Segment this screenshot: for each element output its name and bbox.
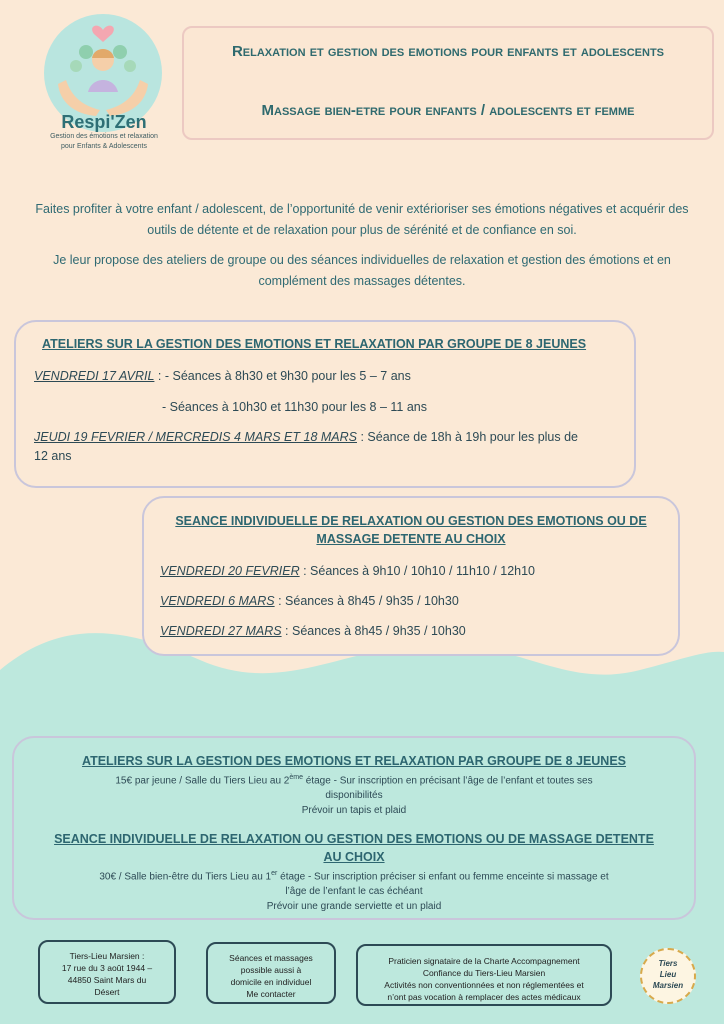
session-text: : Séances à 8h45 / 9h35 / 10h30	[281, 624, 466, 638]
info-line-a: 15€ par jeune / Salle du Tiers Lieu au 2	[115, 775, 290, 787]
stamp-word: Tiers	[658, 959, 678, 968]
address-line: 17 rue du 3 août 1944 –	[61, 963, 153, 973]
info-box	[12, 736, 696, 920]
ateliers-row-2	[34, 430, 578, 444]
title-box	[182, 26, 714, 140]
seance-row	[160, 564, 535, 578]
session-text: : Séances à 8h45 / 9h35 / 10h30	[274, 594, 459, 608]
info-text-1	[34, 770, 674, 818]
seance-heading-line-2: MASSAGE DETENTE AU CHOIX	[316, 532, 506, 546]
info-text-2	[34, 866, 674, 914]
tiers-lieu-logo	[640, 948, 696, 1004]
info-line-a: 30€ / Salle bien-être du Tiers Lieu au 1	[99, 871, 272, 883]
info-heading-2-line-1: SEANCE INDIVIDUELLE DE RELAXATION OU GESTION DES EMOTIONS OU DE MASSAGE DETENTE	[54, 832, 654, 846]
info-heading-1: ATELIERS SUR LA GESTION DES EMOTIONS ET RELAXATION PAR GROUPE DE 8 JEUNES	[81, 754, 627, 768]
info-line-b: étage - Sur inscription en précisant l’âge de l’enfant et toutes ses	[303, 775, 593, 787]
home-line: Séances et massages	[229, 953, 313, 963]
intro-paragraph-2: Je leur propose des ateliers de groupe ou des séances individuelles de relaxation et gestion des émotions et en complément des massages détentes.	[53, 253, 671, 288]
info-line-c: disponibilités	[325, 790, 383, 802]
logo	[34, 14, 174, 164]
page-title: Relaxation et gestion des emotions pour enfants et adolescents	[231, 43, 665, 60]
home-session-box	[206, 942, 336, 1004]
address-line: 44850 Saint Mars du	[67, 975, 147, 985]
ateliers-row-1b: - Séances à 10h30 et 11h30 pour les 8 – 11 ans	[162, 400, 428, 414]
info-line	[34, 866, 674, 884]
info-sup: ème	[289, 774, 303, 781]
date-label: VENDREDI 6 MARS	[160, 594, 275, 608]
session-text: : Séance de 18h à 19h pour les plus de	[357, 430, 578, 444]
address-line: Désert	[94, 987, 120, 997]
seance-heading-line-1: SEANCE INDIVIDUELLE DE RELAXATION OU GESTION DES EMOTIONS OU DE	[175, 514, 647, 528]
address-line: Tiers-Lieu Marsien :	[69, 951, 145, 961]
ateliers-box	[14, 320, 636, 488]
ateliers-row-2b: 12 ans	[34, 449, 72, 463]
stamp-word: Marsien	[652, 981, 684, 990]
info-heading-2	[24, 830, 684, 866]
charter-line: Confiance du Tiers-Lieu Marsien	[422, 968, 546, 978]
stamp-word: Lieu	[659, 970, 677, 979]
date-label: VENDREDI 17 AVRIL	[34, 369, 155, 383]
logo-subtitle: Gestion des émotions et relaxation	[50, 133, 158, 140]
info-line-c: l’âge de l’enfant le cas échéant	[285, 886, 423, 898]
seance-row	[160, 594, 459, 608]
home-line: Me contacter	[246, 989, 296, 999]
intro-paragraph-1: Faites profiter à votre enfant / adolescent, de l’opportunité de venir extérioriser ses émotions négatives et acquérir des outils de détente et de relaxation pour plus de sérénité et de confiance en soi.	[35, 202, 689, 237]
address-box	[38, 940, 176, 1004]
charter-line: n’ont pas vocation à remplacer des actes médicaux	[387, 992, 581, 1002]
page-subtitle: Massage bien-etre pour enfants / adolescents et femme	[261, 102, 635, 119]
ateliers-heading: ATELIERS SUR LA GESTION DES EMOTIONS ET RELAXATION PAR GROUPE DE 8 JEUNES	[42, 337, 587, 351]
seance-heading	[154, 512, 668, 548]
logo-title: Respi'Zen	[61, 112, 147, 132]
ateliers-row-1	[34, 369, 411, 383]
session-text: : - Séances à 8h30 et 9h30 pour les 5 – 7 ans	[154, 369, 411, 383]
info-line-b: étage - Sur inscription préciser si enfant ou femme enceinte si massage et	[277, 871, 609, 883]
home-line: possible aussi à	[240, 965, 302, 975]
date-label: VENDREDI 27 MARS	[160, 624, 282, 638]
charter-line: Activités non conventionnées et non réglementées et	[384, 980, 584, 990]
info-line	[34, 770, 674, 788]
info-heading-2-line-2: AU CHOIX	[323, 850, 385, 864]
seance-row	[160, 624, 466, 638]
logo-subtitle-2: pour Enfants & Adolescents	[61, 143, 147, 150]
home-line: domicile en individuel	[230, 977, 312, 987]
info-line-d: Prévoir une grande serviette et un plaid	[266, 901, 442, 913]
date-label: JEUDI 19 FEVRIER / MERCREDIS 4 MARS ET 18 MARS	[34, 430, 357, 444]
charter-line: Praticien signataire de la Charte Accompagnement	[388, 956, 580, 966]
info-line-d: Prévoir un tapis et plaid	[301, 805, 407, 817]
date-label: VENDREDI 20 FEVRIER	[160, 564, 300, 578]
session-text: : Séances à 9h10 / 10h10 / 11h10 / 12h10	[299, 564, 536, 578]
charter-box	[356, 944, 612, 1006]
info-sup: er	[271, 870, 278, 877]
seance-box	[142, 496, 680, 656]
